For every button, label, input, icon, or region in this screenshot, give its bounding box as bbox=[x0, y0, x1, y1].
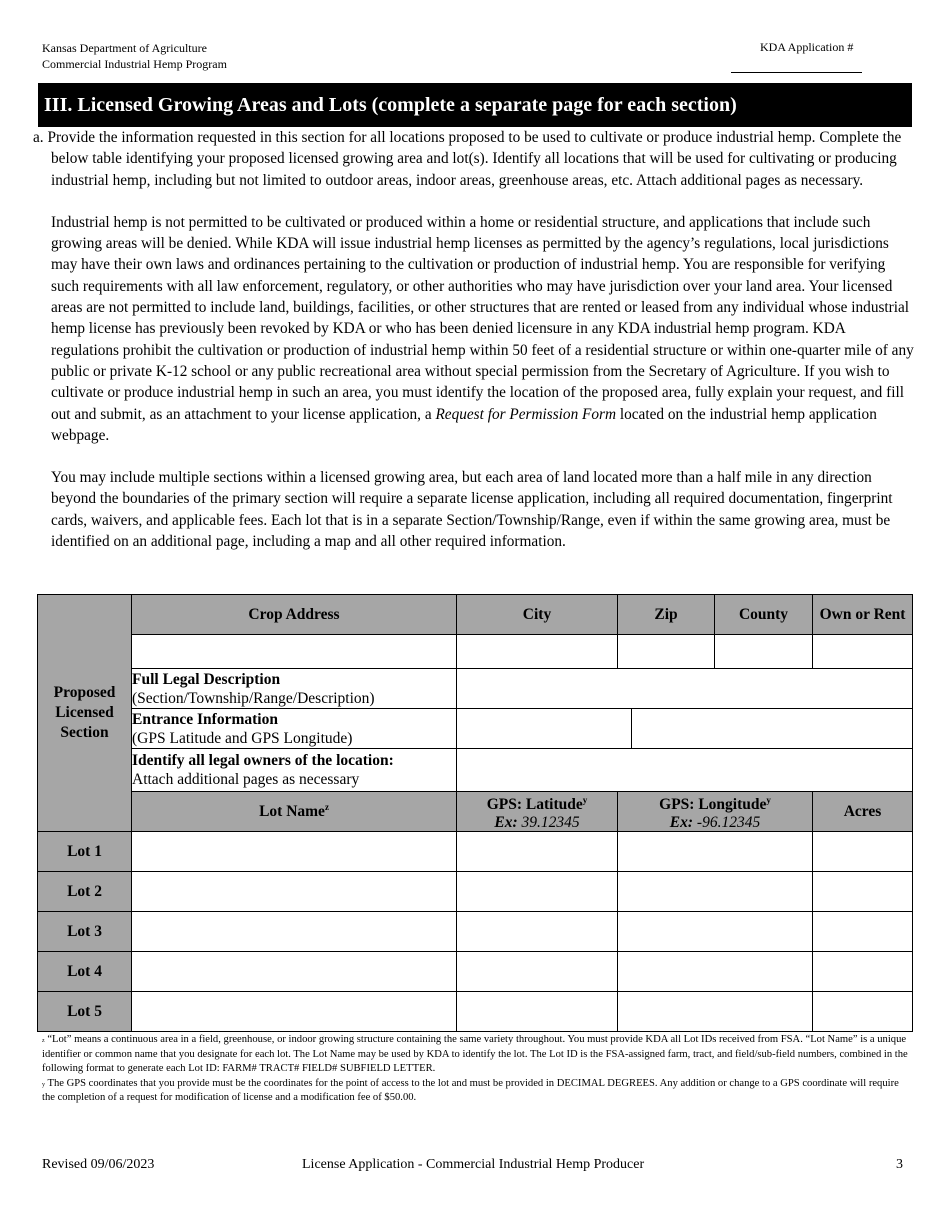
legal-owners-input[interactable] bbox=[457, 749, 913, 792]
lot-name-input[interactable] bbox=[132, 912, 457, 952]
lot-longitude-input[interactable] bbox=[618, 952, 813, 992]
lot-acres-input[interactable] bbox=[813, 992, 913, 1032]
own-or-rent-input[interactable] bbox=[813, 635, 913, 669]
page-number: 3 bbox=[896, 1157, 903, 1172]
lot-label: Lot 3 bbox=[38, 912, 132, 952]
proposed-licensed-section-label: Proposed Licensed Section bbox=[38, 595, 132, 832]
lot-latitude-input[interactable] bbox=[457, 912, 618, 952]
col-county: County bbox=[715, 595, 813, 635]
zip-input[interactable] bbox=[618, 635, 715, 669]
entrance-information-label: Entrance Information (GPS Latitude and GPS Longitude) bbox=[132, 709, 457, 749]
legal-owners-label: Identify all legal owners of the location: Attach additional pages as necessary bbox=[132, 749, 457, 792]
table-row bbox=[38, 872, 913, 912]
city-input[interactable] bbox=[457, 635, 618, 669]
table-row bbox=[38, 912, 913, 952]
lot-longitude-input[interactable] bbox=[618, 832, 813, 872]
lot-name-input[interactable] bbox=[132, 952, 457, 992]
lot-label: Lot 1 bbox=[38, 832, 132, 872]
county-input[interactable] bbox=[715, 635, 813, 669]
kda-application-number-field[interactable] bbox=[731, 72, 862, 73]
instruction-paragraph-restrictions: Industrial hemp is not permitted to be cultivated or produced within a home or residential structure, and applications that include such growing areas will be denied. While KDA will issue industrial hemp licenses as permitted by the agency’s regulations, local jurisdictions may have their own laws and ordinances pertaining to the cultivation or production of industrial hemp. You are responsible for verifying such requirements with all law enforcement, regulatory, or other authorities who may have jurisdiction over your land area. Your licensed areas are not permitted to include land, buildings, facilities, or other structures that are rented or leased from any individual whose industrial hemp license has previously been revoked by KDA or who has been denied licensure in any KDA industrial hemp program. KDA regulations prohibit the cultivation or production of industrial hemp within 50 feet of a residential structure or within one-quarter mile of any public or private K-12 school or any public recreational area without special permission from the Secretary of Agriculture. If you wish to cultivate or produce industrial hemp in such an area, you must identify the location of the proposed area, fully explain your request, and fill out and submit, as an attachment to your license application, a Request for Permission Form located on the industrial hemp application webpage. bbox=[51, 213, 914, 444]
lot-acres-input[interactable] bbox=[813, 832, 913, 872]
footer-revised-date: Revised 09/06/2023 bbox=[42, 1157, 155, 1172]
lot-name-input[interactable] bbox=[132, 992, 457, 1032]
footnote-lot: $^z$ “Lot” means a continuous area in a field, greenhouse, or indoor growing structure containing the same variety throughout. You must provide KDA all Lot IDs received from FSA. “Lot Name” is a unique identifier or common name that you designate for each lot. The Lot Name may be used by KDA to identify the lot. The Lot ID is the FSA-assigned farm, tract, and field/sub-field numbers, combined in the following format to generate each Lot ID: FARM# TRACT# FIELD# SUBFIELD LETTER. bbox=[42, 1034, 908, 1074]
header-agency-block bbox=[42, 40, 227, 72]
table-row bbox=[38, 992, 913, 1032]
col-zip: Zip bbox=[618, 595, 715, 635]
footnotes bbox=[42, 1033, 908, 1106]
lot-acres-input[interactable] bbox=[813, 912, 913, 952]
instructions bbox=[33, 127, 915, 552]
lot-acres-input[interactable] bbox=[813, 952, 913, 992]
col-city: City bbox=[457, 595, 618, 635]
entrance-longitude-input[interactable] bbox=[632, 709, 913, 749]
lot-longitude-input[interactable] bbox=[618, 872, 813, 912]
crop-address-input[interactable] bbox=[132, 635, 457, 669]
col-crop-address: Crop Address bbox=[132, 595, 457, 635]
legal-description-label: Full Legal Description (Section/Township/Range/Description) bbox=[132, 669, 457, 709]
entrance-latitude-input[interactable] bbox=[457, 709, 632, 749]
col-gps-latitude: GPS: Latitude$^y$ Ex: 39.12345 bbox=[457, 792, 618, 832]
header-agency: Kansas Department of Agriculture bbox=[42, 41, 207, 55]
legal-description-input[interactable] bbox=[457, 669, 913, 709]
table-row bbox=[38, 952, 913, 992]
lot-name-input[interactable] bbox=[132, 872, 457, 912]
footnote-gps: $^y$ The GPS coordinates that you provide must be the coordinates for the point of access to the lot and must be provided in DECIMAL DEGREES. Any addition or change to a GPS coordinate will require the completion of a request for modification of license and a modification fee of $50.00. bbox=[42, 1077, 899, 1103]
lot-name-input[interactable] bbox=[132, 832, 457, 872]
col-lot-name: Lot Name$^z$ bbox=[132, 792, 457, 832]
col-own-or-rent: Own or Rent bbox=[813, 595, 913, 635]
request-permission-form-reference: Request for Permission Form bbox=[435, 405, 617, 423]
col-acres: Acres bbox=[813, 792, 913, 832]
instruction-paragraph-a: a. Provide the information requested in this section for all locations proposed to be used to cultivate or produce industrial hemp. Complete the below table identifying your proposed licensed growing area and lot(s). Identify all locations that will be used for cultivating or producing industrial hemp, including but not limited to outdoor areas, indoor areas, greenhouse areas, etc. Attach additional pages as necessary. bbox=[33, 129, 902, 189]
table-row bbox=[38, 832, 913, 872]
lot-latitude-input[interactable] bbox=[457, 832, 618, 872]
lot-latitude-input[interactable] bbox=[457, 952, 618, 992]
lot-label: Lot 5 bbox=[38, 992, 132, 1032]
footer-form-title: License Application - Commercial Industrial Hemp Producer bbox=[302, 1157, 645, 1172]
lot-latitude-input[interactable] bbox=[457, 872, 618, 912]
lot-acres-input[interactable] bbox=[813, 872, 913, 912]
lot-longitude-input[interactable] bbox=[618, 992, 813, 1032]
instruction-paragraph-sections: You may include multiple sections within a licensed growing area, but each area of land located more than a half mile in any direction beyond the boundaries of the primary section will require a separate license application, including all required documentation, fingerprint cards, waivers, and applicable fees. Each lot that is in a separate Section/Township/Range, even if within the same growing area, must be identified on an additional page, including a map and all other required information. bbox=[51, 469, 893, 551]
section-title: III. Licensed Growing Areas and Lots (complete a separate page for each section) bbox=[38, 83, 912, 127]
col-gps-longitude: GPS: Longitude$^y$ Ex: -96.12345 bbox=[618, 792, 813, 832]
lot-label: Lot 2 bbox=[38, 872, 132, 912]
growing-area-table bbox=[37, 594, 913, 1032]
lot-latitude-input[interactable] bbox=[457, 992, 618, 1032]
header-program: Commercial Industrial Hemp Program bbox=[42, 57, 227, 71]
kda-application-number-label: KDA Application # bbox=[760, 40, 854, 54]
lot-longitude-input[interactable] bbox=[618, 912, 813, 952]
lot-label: Lot 4 bbox=[38, 952, 132, 992]
